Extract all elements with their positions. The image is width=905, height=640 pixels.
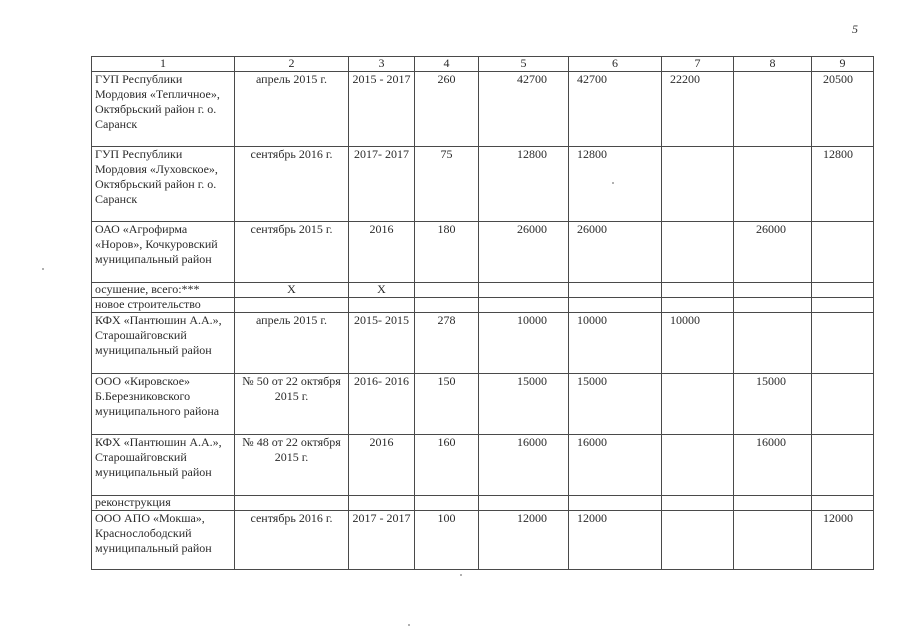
table-row: [92, 147, 874, 222]
cell-c6: 10000: [569, 313, 662, 374]
cell-c1: ООО АПО «Мокша», Краснослободский муниципальный район: [92, 511, 235, 570]
cell-c2: сентябрь 2016 г.: [235, 147, 349, 222]
cell-c9: [812, 283, 874, 298]
cell-c6: 42700: [569, 72, 662, 147]
cell-c5: 42700: [479, 72, 569, 147]
cell-c2: № 48 от 22 октября 2015 г.: [235, 435, 349, 496]
cell-c5: [479, 496, 569, 511]
cell-c5: [479, 283, 569, 298]
cell-c4: 260: [415, 72, 479, 147]
cell-c7: [662, 496, 734, 511]
cell-c3: 2016: [349, 435, 415, 496]
cell-c3: [349, 298, 415, 313]
cell-c4: 100: [415, 511, 479, 570]
cell-c5: 12000: [479, 511, 569, 570]
cell-c6: [569, 298, 662, 313]
cell-c9: [812, 222, 874, 283]
cell-c7: [662, 283, 734, 298]
cell-c4: [415, 298, 479, 313]
header-cell: 9: [812, 57, 874, 72]
cell-c3: X: [349, 283, 415, 298]
header-cell: 1: [92, 57, 235, 72]
cell-c1: ГУП Республики Мордовия «Тепличное», Октябрьский район г. о. Саранск: [92, 72, 235, 147]
cell-c8: 26000: [734, 222, 812, 283]
cell-c6: 26000: [569, 222, 662, 283]
cell-c1: ОАО «Агрофирма «Норов», Кочкуровский муниципальный район: [92, 222, 235, 283]
cell-c5: 12800: [479, 147, 569, 222]
cell-c5: 16000: [479, 435, 569, 496]
header-cell: 2: [235, 57, 349, 72]
cell-c9: [812, 313, 874, 374]
cell-c3: 2016- 2016: [349, 374, 415, 435]
cell-c4: [415, 283, 479, 298]
cell-c7: [662, 435, 734, 496]
cell-c8: [734, 283, 812, 298]
cell-c2: апрель 2015 г.: [235, 72, 349, 147]
cell-c8: [734, 72, 812, 147]
cell-c1: осушение, всего:***: [92, 283, 235, 298]
cell-c2: [235, 496, 349, 511]
cell-c4: [415, 496, 479, 511]
cell-c5: 15000: [479, 374, 569, 435]
section-row: [92, 283, 874, 298]
table-row: [92, 435, 874, 496]
section-row: [92, 298, 874, 313]
table-row: [92, 72, 874, 147]
section-row: [92, 496, 874, 511]
cell-c7: [662, 511, 734, 570]
cell-c7: [662, 147, 734, 222]
cell-c5: 10000: [479, 313, 569, 374]
header-row: [92, 57, 874, 72]
cell-c8: 15000: [734, 374, 812, 435]
cell-c4: 150: [415, 374, 479, 435]
table-row: [92, 313, 874, 374]
cell-c9: [812, 435, 874, 496]
header-cell: 4: [415, 57, 479, 72]
cell-c1: КФХ «Пантюшин А.А.», Старошайговский муниципальный район: [92, 313, 235, 374]
cell-c6: 12000: [569, 511, 662, 570]
cell-c3: 2015 - 2017: [349, 72, 415, 147]
cell-c4: 278: [415, 313, 479, 374]
cell-c7: [662, 374, 734, 435]
cell-c6: [569, 283, 662, 298]
cell-c2: сентябрь 2016 г.: [235, 511, 349, 570]
header-cell: 3: [349, 57, 415, 72]
table-row: [92, 511, 874, 570]
cell-c3: [349, 496, 415, 511]
cell-c1: новое строительство: [92, 298, 235, 313]
cell-c9: 20500: [812, 72, 874, 147]
cell-c9: [812, 374, 874, 435]
cell-c5: 26000: [479, 222, 569, 283]
cell-c9: 12000: [812, 511, 874, 570]
cell-c8: 16000: [734, 435, 812, 496]
cell-c7: [662, 298, 734, 313]
cell-c1: реконструкция: [92, 496, 235, 511]
cell-c4: 160: [415, 435, 479, 496]
cell-c9: [812, 496, 874, 511]
cell-c8: [734, 496, 812, 511]
page-number: 5: [852, 22, 858, 36]
cell-c8: [734, 147, 812, 222]
data-table: [91, 56, 874, 570]
cell-c3: 2016: [349, 222, 415, 283]
cell-c3: 2017- 2017: [349, 147, 415, 222]
header-cell: 8: [734, 57, 812, 72]
header-cell: 7: [662, 57, 734, 72]
cell-c9: 12800: [812, 147, 874, 222]
cell-c6: 12800: [569, 147, 662, 222]
cell-c2: X: [235, 283, 349, 298]
table-row: [92, 222, 874, 283]
cell-c8: [734, 313, 812, 374]
cell-c2: [235, 298, 349, 313]
cell-c7: [662, 222, 734, 283]
cell-c8: [734, 298, 812, 313]
cell-c3: 2017 - 2017: [349, 511, 415, 570]
cell-c7: 22200: [662, 72, 734, 147]
table-row: [92, 374, 874, 435]
cell-c9: [812, 298, 874, 313]
cell-c4: 180: [415, 222, 479, 283]
cell-c2: апрель 2015 г.: [235, 313, 349, 374]
cell-c1: КФХ «Пантюшин А.А.», Старошайговский муниципальный район: [92, 435, 235, 496]
cell-c7: 10000: [662, 313, 734, 374]
cell-c8: [734, 511, 812, 570]
cell-c4: 75: [415, 147, 479, 222]
cell-c6: [569, 496, 662, 511]
header-cell: 6: [569, 57, 662, 72]
cell-c3: 2015- 2015: [349, 313, 415, 374]
header-cell: 5: [479, 57, 569, 72]
cell-c6: 16000: [569, 435, 662, 496]
cell-c1: ООО «Кировское» Б.Березниковского муниципального района: [92, 374, 235, 435]
cell-c5: [479, 298, 569, 313]
cell-c1: ГУП Республики Мордовия «Луховское», Октябрьский район г. о. Саранск: [92, 147, 235, 222]
cell-c2: № 50 от 22 октября 2015 г.: [235, 374, 349, 435]
cell-c6: 15000: [569, 374, 662, 435]
cell-c2: сентябрь 2015 г.: [235, 222, 349, 283]
